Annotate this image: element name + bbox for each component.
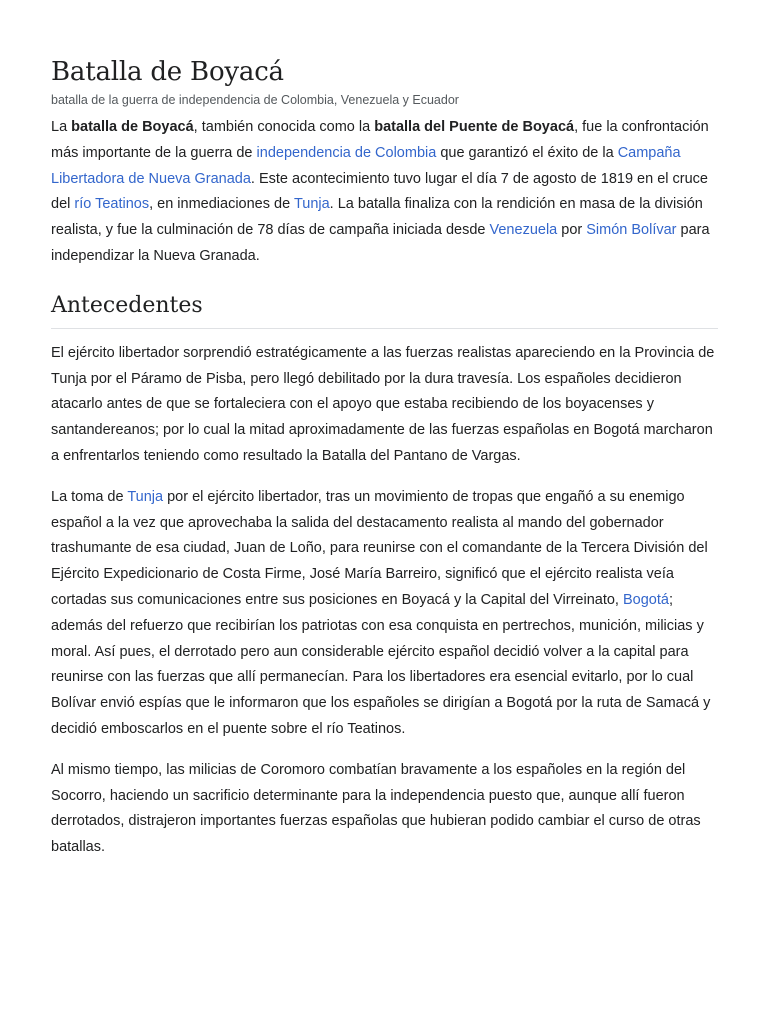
bold-term-batalla-de-boyaca: batalla de Boyacá [71,119,194,135]
bold-term-puente-de-boyaca: batalla del Puente de Boyacá [374,119,575,135]
lead-paragraph [51,115,718,270]
link-rio-teatinos[interactable]: río Teatinos [74,196,150,213]
link-bogota[interactable]: Bogotá [623,591,669,608]
lead-text-1: La [51,119,72,135]
link-independencia-de-colombia[interactable]: independencia de Colombia [256,144,437,161]
section-antecedentes [51,341,718,861]
lead-text-2: , también conocida como la [193,119,375,135]
page-title: Batalla de Boyacá [51,57,284,87]
link-venezuela[interactable]: Venezuela [489,222,558,239]
lead-text-3: , fue la confrontación más importante de la guerra de [51,119,709,161]
paragraph-3: Al mismo tiempo, las milicias de Coromoro combatían bravamente a los españoles en la región del Socorro, haciendo un sacrificio determinante para la independencia puesto que, aunque allí fueron derrotados, distrajeron importantes fuerzas españolas que hubieran podido cambiar el curso de otras batallas. [51,761,701,856]
lead-text-4: que garantizó el éxito de la [436,144,618,161]
page-subtitle: batalla de la guerra de independencia de Colombia, Venezuela y Ecuador [51,93,459,107]
paragraph-1: El ejército libertador sorprendió estratégicamente a las fuerzas realistas apareciendo en la Provincia de Tunja por el Páramo de Pisba, pero llegó debilitado por la dura travesía. Los españoles decidieron atacarlo antes de que se fortaleciera con el apoyo que estaba recibiendo de los boyacenses y santandereanos; por lo cual la mitad aproximadamente de las fuerzas españolas en Bogotá marcharon a enfrentarlos teniendo como resultado la Batalla del Pantano de Vargas. [51,344,715,464]
paragraph-2-text-3: ; además del refuerzo que recibirían los patriotas con esa conquista en pertrechos, munición, milicias y moral. Así pues, el derrotado pero aun considerable ejército español decidió volver a la capital para reunirse con las fuerzas que allí permanecían. Para los libertadores era esencial evitarlo, por lo cual Bolívar envió espías que le informaron que los españoles se dirigían a Bogotá por la ruta de Samacá y decidió emboscarlos en el puente sobre el río Teatinos. [51,591,711,737]
paragraph-2-text-1: La toma de [51,488,128,505]
paragraph-2-text-2: por el ejército libertador, tras un movimiento de tropas que engañó a su enemigo español a la vez que aprovechaba la salida del destacamento realista al mando del gobernador trashumante de esa ciudad, Juan de Loño, para reunirse con el comandante de la Tercera División del Ejército Expedicionario de Costa Firme, José María Barreiro, significó que el ejército realista veía cortadas sus comunicaciones entre sus posiciones en Boyacá y la Capital del Virreinato, [51,488,708,608]
lead-text-9: para independizar la Nueva Granada. [51,222,710,264]
lead-text-5: . Este acontecimiento tuvo lugar el día 7 de agosto de 1819 en el cruce del [51,170,708,213]
lead-text-8: por [557,222,587,239]
section-heading-antecedentes: Antecedentes [51,292,718,329]
link-tunja[interactable]: Tunja [293,196,330,213]
link-tunja-2[interactable]: Tunja [127,488,164,505]
lead-text-6: , en inmediaciones de [149,196,294,213]
article [51,0,718,861]
link-simon-bolivar[interactable]: Simón Bolívar [586,222,677,239]
link-campana-libertadora[interactable]: Campaña Libertadora de Nueva Granada [51,144,681,187]
paragraph-2 [51,485,718,743]
lead-text-7: . La batalla finaliza con la rendición en masa de la división realista, y fue la culminación de 78 días de campaña iniciada desde [51,196,703,239]
